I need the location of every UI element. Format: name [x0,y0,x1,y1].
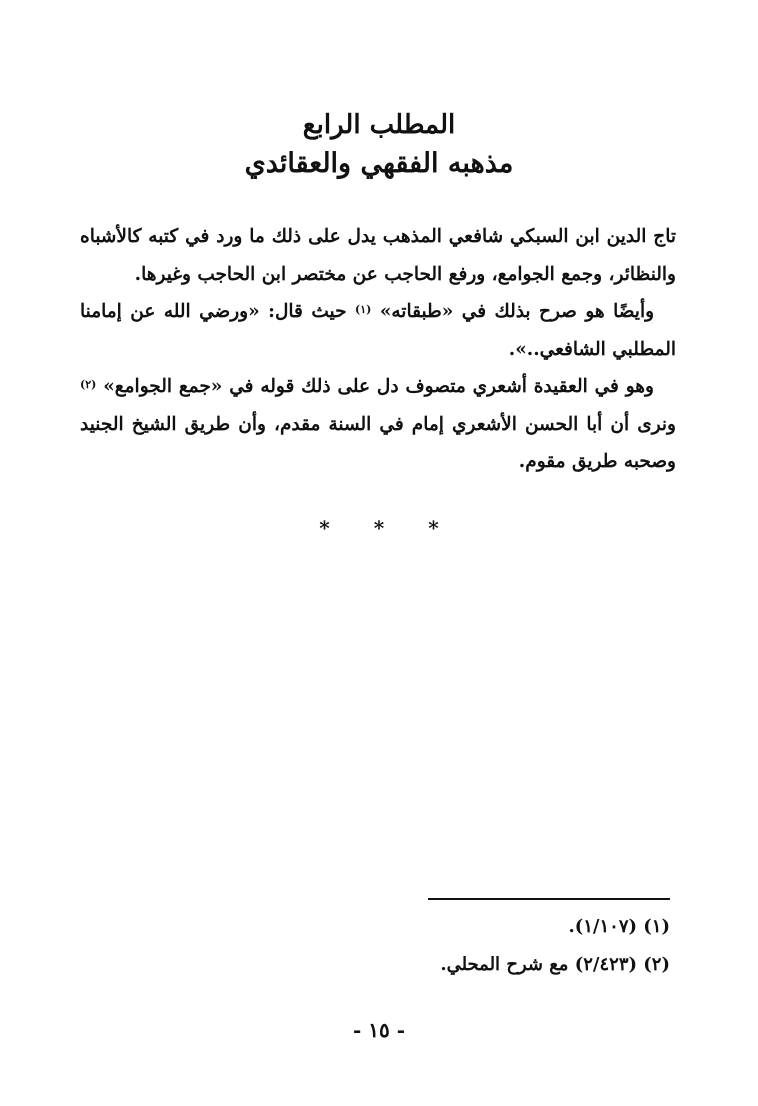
section-separator [0,518,758,538]
footnotes [270,908,670,984]
separator-star: * [319,516,330,540]
body-text [80,218,676,481]
paragraph-aqida [80,368,676,481]
footnote-ref-1: (١) [355,303,372,316]
paragraph-text: وأيضًا هو صرح بذلك في «طبقاته» [379,301,655,322]
paragraph-text: ونرى أن أبا الحسن الأشعري إمام في السنة مقدم، وأن طريق الشيخ الجنيد وصحبه طريق مقوم. [80,413,676,472]
paragraph-madhhab: تاج الدين ابن السبكي شافعي المذهب يدل على ذلك ما ورد في كتبه كالأشباه والنظائر، وجمع الجوامع، ورفع الحاجب عن مختصر ابن الحاجب وغيرها. [80,226,676,285]
footnote-2: (٢) (٢/٤٢٣) مع شرح المحلي. [440,954,670,975]
page-number: - ١٥ - [352,1018,405,1042]
footnote-ref-2: (٢) [80,378,97,391]
footnote-divider [428,898,670,900]
footnote-1: (١) (١/١٠٧). [568,916,670,937]
section-title: المطلب الرابع [302,110,456,140]
paragraph-text: حيث قال: «ورضي الله عن إمامنا المطلبي الشافعي..». [80,301,676,360]
paragraph-text: وهو في العقيدة أشعري متصوف دل على ذلك قوله في «جمع الجوامع» [103,376,654,397]
separator-star: * [373,516,385,540]
section-heading [0,108,758,182]
section-subtitle: مذهبه الفقهي والعقائدي [244,148,514,179]
paragraph-tabaqat [80,293,676,368]
separator-star: * [428,516,439,540]
